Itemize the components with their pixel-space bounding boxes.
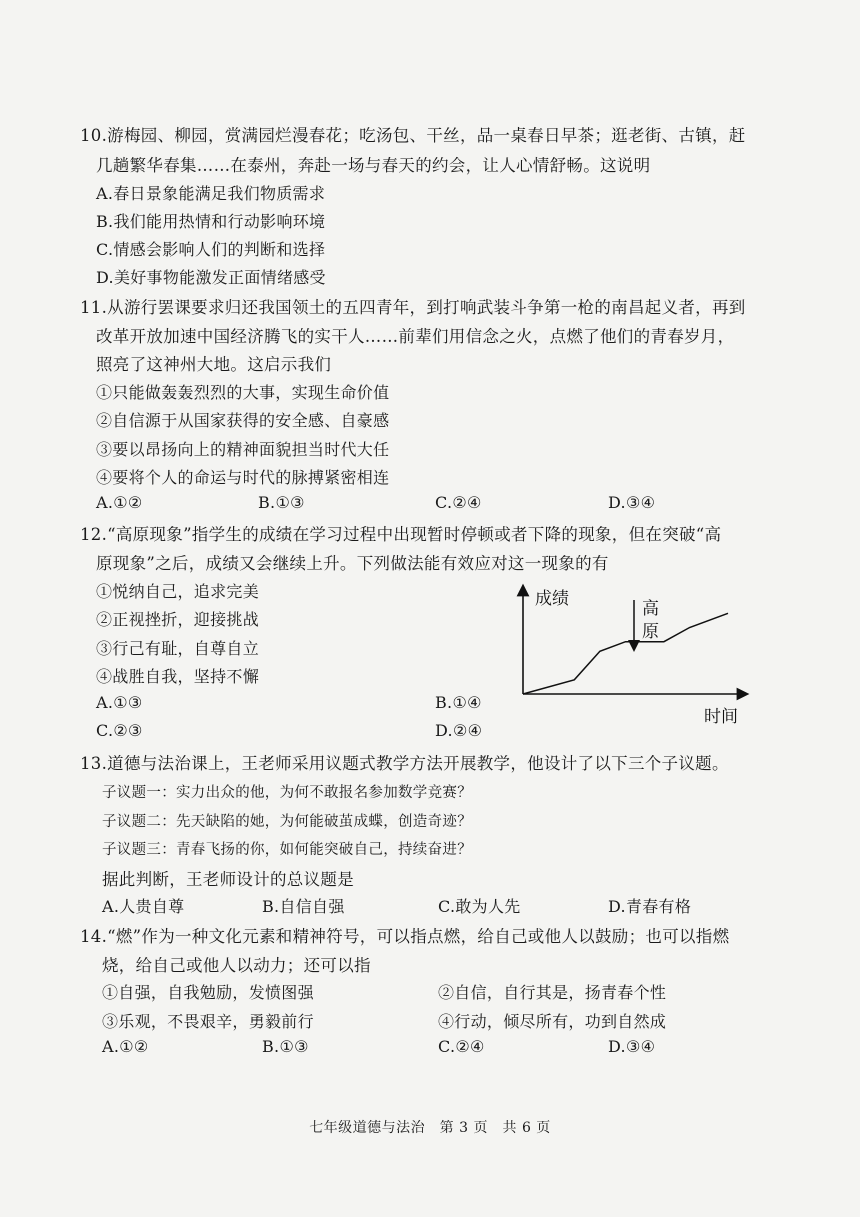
q14-choice-c: C.②④	[438, 1037, 485, 1056]
q14-choice-b: B.①③	[262, 1037, 309, 1056]
q11-choice-c: C.②④	[435, 493, 482, 512]
q13-stem-last: 据此判断，王老师设计的总议题是	[102, 870, 354, 889]
q12-choice-c: C.②③	[96, 721, 143, 740]
q11-item-2: ②自信源于从国家获得的安全感、自豪感	[96, 411, 390, 430]
q10-option-d: D.美好事物能激发正面情绪感受	[96, 268, 326, 287]
chart-annotation-line2: 原	[642, 622, 659, 642]
q14-stem-line2: 烧，给自己或他人以动力；还可以指	[102, 956, 371, 975]
q13-choice-b: B.自信自强	[262, 897, 345, 916]
q13-choice-d: D.青春有格	[608, 897, 692, 916]
q13-subtopic-2: 子议题二：先天缺陷的她，为何能破茧成蝶，创造奇迹？	[102, 814, 472, 830]
q11-item-3: ③要以昂扬向上的精神面貌担当时代大任	[96, 440, 390, 459]
chart-series-line	[523, 613, 728, 694]
q12-stem-line1: 12.“高原现象”指学生的成绩在学习过程中出现暂时停顿或者下降的现象，但在突破“高	[80, 525, 722, 544]
q11-choice-a: A.①②	[96, 493, 143, 512]
q11-choice-b: B.①③	[258, 493, 305, 512]
q10-option-a: A.春日景象能满足我们物质需求	[96, 184, 326, 203]
q12-item-3: ③行己有耻，自尊自立	[96, 639, 260, 658]
q13-stem-line1: 13.道德与法治课上，王老师采用议题式教学方法开展教学，他设计了以下三个子议题。	[80, 754, 729, 773]
q11-item-1: ①只能做轰轰烈烈的大事，实现生命价值	[96, 383, 390, 402]
q14-stem-line1: 14.“燃”作为一种文化元素和精神符号，可以指点燃，给自己或他人以鼓励；也可以指燃	[80, 927, 730, 946]
q13-subtopic-3: 子议题三：青春飞扬的你，如何能突破自己，持续奋进？	[102, 842, 472, 858]
chart-annotation-line1: 高	[642, 599, 659, 619]
q12-choice-d: D.②④	[435, 721, 483, 740]
q12-item-2: ②正视挫折，迎接挑战	[96, 610, 260, 629]
q12-choice-a: A.①③	[96, 693, 143, 712]
q11-item-4: ④要将个人的命运与时代的脉搏紧密相连	[96, 468, 390, 487]
q12-item-4: ④战胜自我，坚持不懈	[96, 667, 260, 686]
chart-series	[523, 613, 728, 694]
q10-stem-line2: 几趟繁华春集……在泰州，奔赴一场与春天的约会，让人心情舒畅。这说明	[96, 156, 651, 175]
q10-option-b: B.我们能用热情和行动影响环境	[96, 212, 326, 231]
q14-item-4: ④行动，倾尽所有，功到自然成	[438, 1012, 667, 1031]
q14-item-1: ①自强，自我勉励，发愤图强	[102, 983, 314, 1002]
q11-stem-line2: 改革开放加速中国经济腾飞的实干人……前辈们用信念之火，点燃了他们的青春岁月，	[96, 327, 735, 346]
q12-item-1: ①悦纳自己，追求完美	[96, 582, 260, 601]
q11-stem-line1: 11.从游行罢课要求归还我国领土的五四青年，到打响武装斗争第一枪的南昌起义者，再到	[80, 298, 746, 317]
q12-choice-b: B.①④	[435, 693, 482, 712]
q10-option-c: C.情感会影响人们的判断和选择	[96, 240, 326, 259]
q14-item-2: ②自信，自行其是，扬青春个性	[438, 983, 667, 1002]
q14-choice-d: D.③④	[608, 1037, 656, 1056]
chart-x-label: 时间	[704, 707, 738, 727]
q12-stem-line2: 原现象”之后，成绩又会继续上升。下列做法能有效应对这一现象的有	[96, 554, 609, 573]
chart-y-label: 成绩	[535, 589, 569, 609]
page-footer: 七年级道德与法治 第 3 页 共 6 页	[309, 1120, 551, 1136]
q14-choice-a: A.①②	[102, 1037, 149, 1056]
q11-choice-d: D.③④	[608, 493, 656, 512]
q13-choice-c: C.敢为人先	[438, 897, 521, 916]
q10-stem-line1: 10.游梅园、柳园，赏满园烂漫春花；吃汤包、干丝，品一桌春日早茶；逛老街、古镇，赶	[80, 126, 746, 145]
q14-item-3: ③乐观，不畏艰辛，勇毅前行	[102, 1012, 314, 1031]
q13-subtopic-1: 子议题一：实力出众的他，为何不敢报名参加数学竞赛？	[102, 785, 472, 801]
plateau-chart	[505, 582, 760, 732]
q11-stem-line3: 照亮了这神州大地。这启示我们	[96, 355, 332, 374]
q13-choice-a: A.人贵自尊	[102, 897, 185, 916]
